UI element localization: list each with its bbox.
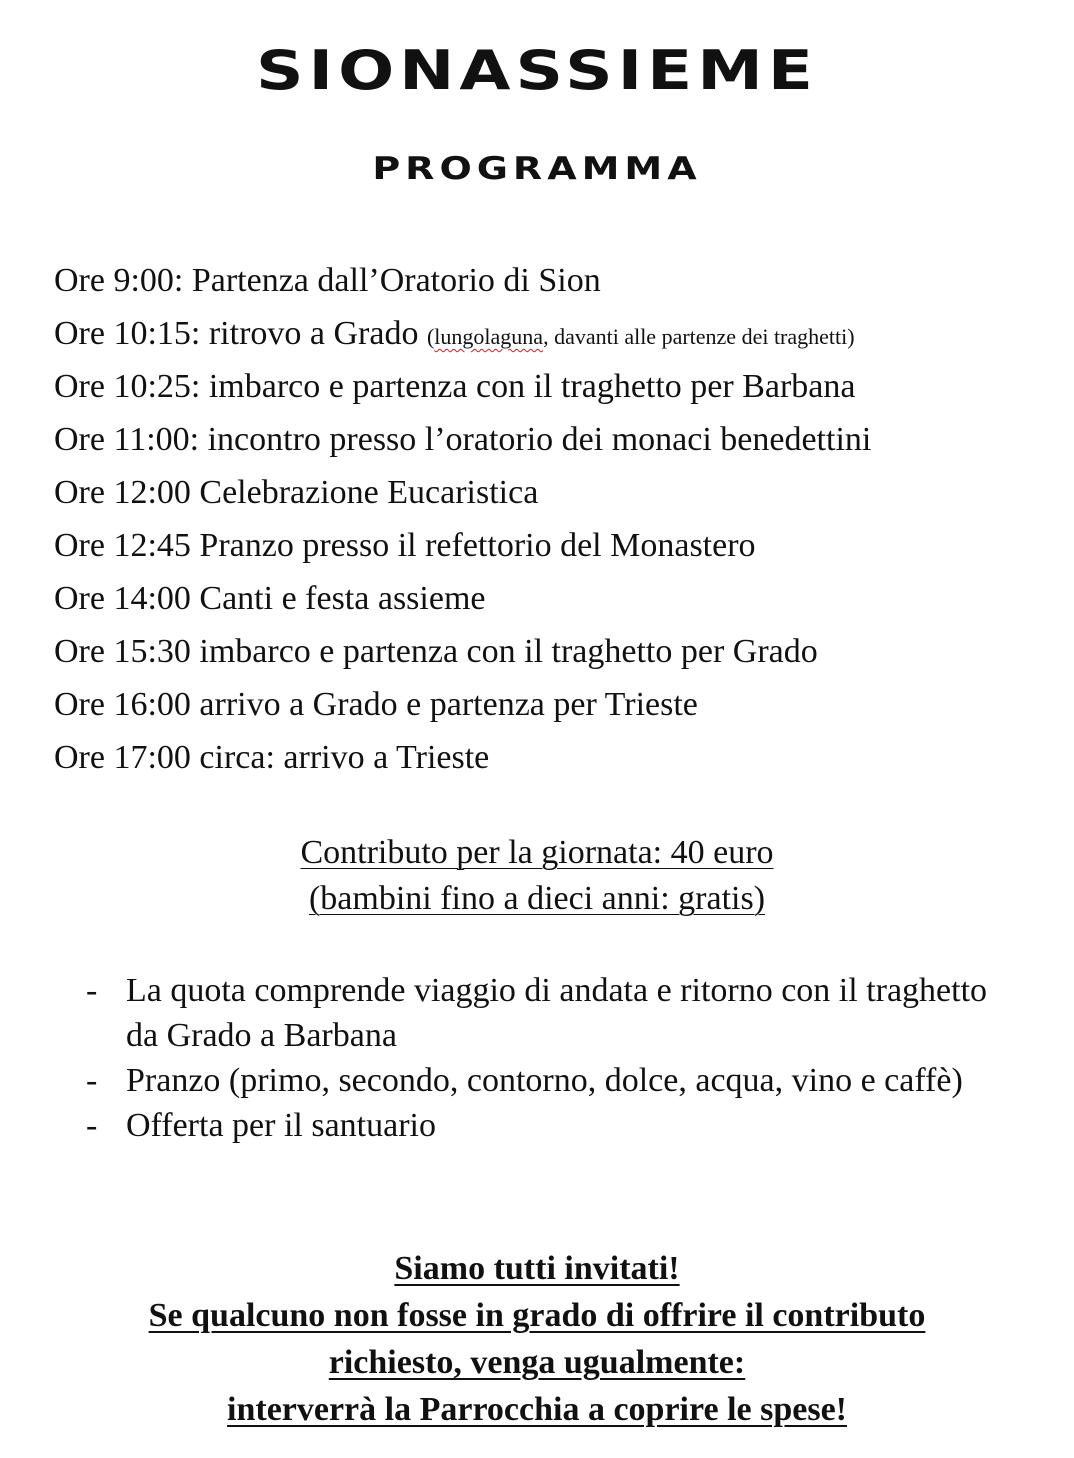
spellcheck-marked-word: lungolaguna xyxy=(434,324,544,349)
schedule-item xyxy=(54,519,1064,572)
schedule-item-text: Ore 12:00 Celebrazione Eucaristica xyxy=(54,474,539,511)
includes-item xyxy=(86,1058,1026,1103)
schedule-item xyxy=(54,466,1064,519)
bullet-dash: - xyxy=(86,972,98,1009)
bullet-dash: - xyxy=(86,1062,98,1099)
includes-list xyxy=(86,968,1026,1148)
schedule-item-text: Ore 12:45 Pranzo presso il refettorio del Monastero xyxy=(54,527,756,564)
contribution-block xyxy=(0,830,1074,922)
schedule-item xyxy=(54,731,1064,784)
schedule-item-text: Ore 10:15: ritrovo a Grado xyxy=(54,315,427,352)
schedule-item xyxy=(54,254,1064,307)
schedule-item-note xyxy=(427,324,855,349)
closing-line: richiesto, venga ugualmente: xyxy=(328,1344,746,1381)
page-title: SIONASSIEME xyxy=(255,38,819,102)
schedule-item-text: Ore 9:00: Partenza dall’Oratorio di Sion xyxy=(54,262,601,299)
includes-item-text: La quota comprende viaggio di andata e ritorno con il traghetto da Grado a Barbana xyxy=(126,972,988,1054)
schedule-item-text: Ore 14:00 Canti e festa assieme xyxy=(54,580,486,617)
schedule-item xyxy=(54,360,1064,413)
schedule-item xyxy=(54,625,1064,678)
contribution-price: Contributo per la giornata: 40 euro xyxy=(300,834,774,871)
includes-item xyxy=(86,968,1026,1058)
closing-line: interverrà la Parrocchia a coprire le spese! xyxy=(227,1391,847,1428)
schedule-item-text: Ore 10:25: imbarco e partenza con il traghetto per Barbana xyxy=(54,368,856,405)
schedule-item xyxy=(54,307,1064,360)
schedule-item xyxy=(54,678,1064,731)
schedule-item-text: Ore 15:30 imbarco e partenza con il traghetto per Grado xyxy=(54,633,818,670)
closing-invite: Siamo tutti invitati! xyxy=(394,1250,680,1287)
schedule-item-text: Ore 16:00 arrivo a Grado e partenza per Trieste xyxy=(54,686,698,723)
schedule-list xyxy=(54,254,1064,784)
note-open-paren: ( xyxy=(426,324,435,349)
contribution-children-note: (bambini fino a dieci anni: gratis) xyxy=(308,880,766,917)
page-subtitle: PROGRAMMA xyxy=(372,150,702,187)
includes-item-text: Pranzo (primo, secondo, contorno, dolce, acqua, vino e caffè) xyxy=(126,1062,963,1099)
includes-item-text: Offerta per il santuario xyxy=(126,1107,436,1144)
closing-line: Se qualcuno non fosse in grado di offrire il contributo xyxy=(148,1297,926,1334)
closing-block xyxy=(0,1245,1074,1433)
schedule-item-text: Ore 11:00: incontro presso l’oratorio dei monaci benedettini xyxy=(54,421,872,458)
schedule-item-text: Ore 17:00 circa: arrivo a Trieste xyxy=(54,739,490,776)
note-rest: , davanti alle partenze dei traghetti) xyxy=(543,324,855,349)
includes-item xyxy=(86,1103,1026,1148)
schedule-item xyxy=(54,572,1064,625)
schedule-item xyxy=(54,413,1064,466)
bullet-dash: - xyxy=(86,1107,98,1144)
